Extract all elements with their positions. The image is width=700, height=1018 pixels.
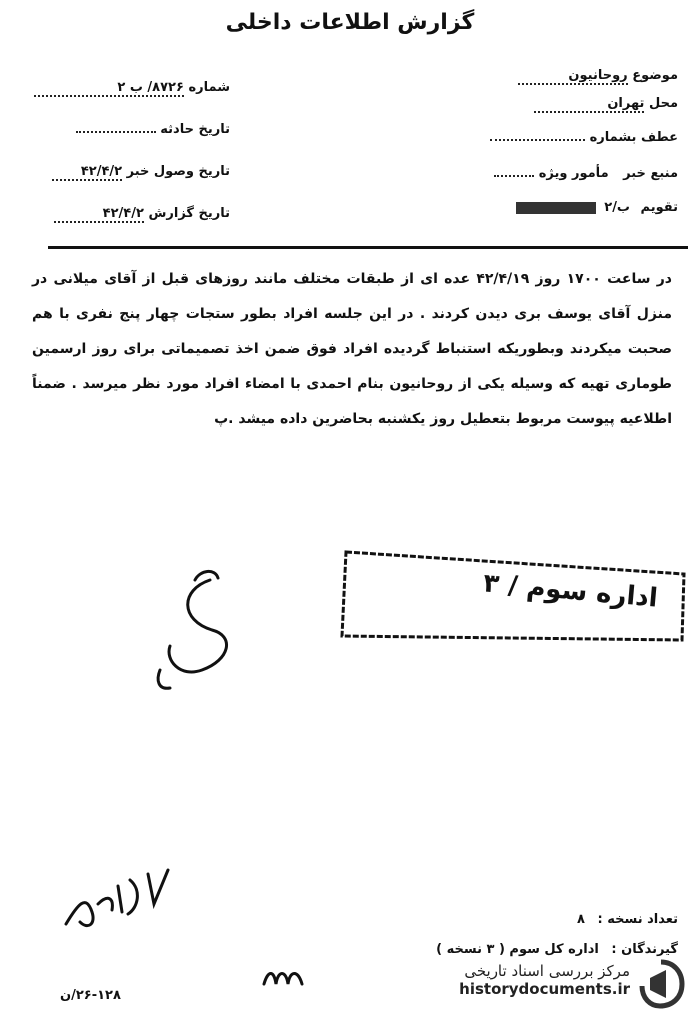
location-label: محل bbox=[648, 96, 678, 111]
report-date-row bbox=[54, 206, 230, 223]
subject-row bbox=[518, 68, 678, 85]
report-body: در ساعت ۱۷۰۰ روز ۴۲/۴/۱۹ عده ای از طبقات مختلف مانند روزهای قبل از آقای میلانی در منزل آقای یوسف بری دیدن کردند . در این جلسه افراد بطور ستجات چهار پنج نفری با هم صحبت میکردند وبطوریکه استنباط گردیده افراد فوق ضمن اخذ تصمیماتی برای روز ارسمین طوماری تهیه که وسیله یکی از روحانیون بنام احمدی با امضاء افراد مورد نظر میرسد . ضمناً اطلاعیه پیوست مربوط بتعطیل روز یکشنبه بحاضرین داده میشد .پ bbox=[32, 271, 672, 427]
handwritten-mark bbox=[258, 962, 318, 992]
incident-date-row bbox=[76, 122, 230, 137]
recipients-row bbox=[436, 942, 678, 957]
report-date-value: ۴۲/۴/۲ bbox=[102, 206, 144, 221]
watermark-name: مرکز بررسی اسناد تاریخی bbox=[464, 962, 630, 980]
number-value: ۸۷۲۶/ ب ۲ bbox=[117, 80, 184, 95]
office-stamp bbox=[338, 546, 688, 642]
recipients-value: اداره کل سوم ( ۳ نسخه ) bbox=[436, 942, 599, 957]
recipients-label: گیرندگان : bbox=[611, 942, 678, 957]
reference-row bbox=[490, 130, 678, 145]
handwritten-signature bbox=[58, 864, 178, 944]
source-row bbox=[494, 166, 678, 181]
copies-label: تعداد نسخه : bbox=[597, 912, 678, 927]
number-row bbox=[34, 80, 230, 97]
watermark-url: historydocuments.ir bbox=[459, 980, 630, 998]
handwritten-note bbox=[140, 560, 250, 700]
document-title: گزارش اطلاعات داخلی bbox=[225, 10, 475, 35]
watermark-logo-icon bbox=[636, 958, 686, 1010]
stamp-text: اداره سوم / ۳ bbox=[482, 568, 659, 614]
source-label: منبع خبر bbox=[623, 166, 678, 181]
calendar-value: ب/۲ bbox=[604, 200, 630, 215]
received-date-value: ۴۲/۴/۲ bbox=[80, 164, 123, 179]
received-date-label: تاریخ وصول خبر bbox=[126, 164, 230, 179]
location-value: تهران bbox=[607, 96, 645, 111]
reference-label: عطف بشماره bbox=[589, 130, 678, 145]
redaction-bar bbox=[516, 202, 596, 214]
subject-label: موضوع bbox=[632, 68, 678, 83]
report-date-label: تاریخ گزارش bbox=[148, 206, 230, 221]
copies-row bbox=[577, 912, 678, 927]
calendar-label: تقویم bbox=[640, 200, 678, 215]
watermark bbox=[459, 962, 630, 998]
calendar-row bbox=[516, 200, 678, 215]
incident-date-label: تاریخ حادثه bbox=[160, 122, 230, 137]
number-label: شماره bbox=[188, 80, 230, 95]
subject-value: روحانیون bbox=[568, 68, 628, 83]
source-value: مأمور ویژه bbox=[538, 166, 609, 181]
copies-value: ۸ bbox=[577, 912, 585, 927]
received-date-row bbox=[52, 164, 230, 181]
form-code: ۲۶-۱۲۸/ن bbox=[60, 988, 121, 1003]
location-row bbox=[534, 96, 678, 113]
header-divider bbox=[48, 246, 688, 249]
